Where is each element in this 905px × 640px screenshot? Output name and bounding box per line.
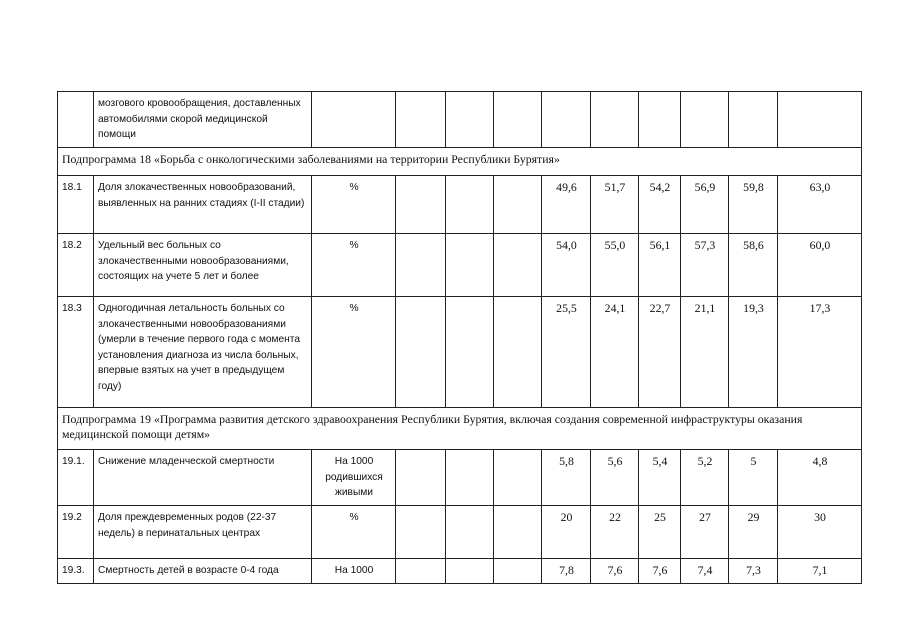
value-cell: 7,3: [729, 559, 778, 584]
value-cell: [729, 92, 778, 148]
value-cell: 60,0: [778, 234, 862, 297]
value-cell: 56,9: [681, 176, 729, 234]
unit-cell: %: [312, 176, 396, 234]
indicator-cell: Доля злокачественных новообразований, выявленных на ранних стадиях (I-II стадии): [94, 176, 312, 234]
value-cell: 25: [639, 506, 681, 559]
table-row: [58, 234, 862, 297]
value-cell: 7,6: [639, 559, 681, 584]
value-cell: 22,7: [639, 297, 681, 408]
value-cell: 24,1: [591, 297, 639, 408]
subprogram-title: Подпрограмма 19 «Программа развития детского здравоохранения Республики Бурятия, включая создания современной инфраструктуры оказания медицинской помощи детям»: [58, 408, 862, 450]
indicator-cell: Доля преждевременных родов (22-37 недель) в перинатальных центрах: [94, 506, 312, 559]
table-row: [58, 450, 862, 506]
subprogram-row: [58, 148, 862, 176]
empty-cell: [494, 176, 542, 234]
value-cell: 17,3: [778, 297, 862, 408]
empty-cell: [396, 297, 446, 408]
table-row: [58, 506, 862, 559]
indicator-cell: мозгового кровообращения, доставленных автомобилями скорой медицинской помощи: [94, 92, 312, 148]
indicators-table: [57, 91, 862, 584]
value-cell: 7,6: [591, 559, 639, 584]
row-id-cell: 19.3.: [58, 559, 94, 584]
empty-cell: [494, 450, 542, 506]
value-cell: 19,3: [729, 297, 778, 408]
indicator-cell: Смертность детей в возрасте 0-4 года: [94, 559, 312, 584]
value-cell: 55,0: [591, 234, 639, 297]
value-cell: 5,8: [542, 450, 591, 506]
unit-cell: %: [312, 234, 396, 297]
indicator-cell: Снижение младенческой смертности: [94, 450, 312, 506]
subprogram-row: [58, 408, 862, 450]
empty-cell: [446, 176, 494, 234]
table-row: [58, 92, 862, 148]
row-id-cell: 18.3: [58, 297, 94, 408]
empty-cell: [494, 234, 542, 297]
value-cell: 51,7: [591, 176, 639, 234]
value-cell: 20: [542, 506, 591, 559]
value-cell: 30: [778, 506, 862, 559]
row-id-cell: 19.1.: [58, 450, 94, 506]
value-cell: 27: [681, 506, 729, 559]
empty-cell: [494, 506, 542, 559]
value-cell: 5,2: [681, 450, 729, 506]
value-cell: 63,0: [778, 176, 862, 234]
unit-cell: [312, 92, 396, 148]
empty-cell: [446, 559, 494, 584]
row-id-cell: 19.2: [58, 506, 94, 559]
table-row: [58, 559, 862, 584]
indicator-cell: Одногодичная летальность больных со злокачественными новообразованиями (умерли в течение первого года с момента установления диагноза из числа больных, впервые взятых на учет в предыдущем году): [94, 297, 312, 408]
value-cell: [591, 92, 639, 148]
unit-cell: На 1000: [312, 559, 396, 584]
unit-cell: На 1000 родившихся живыми: [312, 450, 396, 506]
unit-cell: %: [312, 506, 396, 559]
value-cell: 25,5: [542, 297, 591, 408]
value-cell: 7,8: [542, 559, 591, 584]
subprogram-title: Подпрограмма 18 «Борьба с онкологическими заболеваниями на территории Республики Бурятия»: [58, 148, 862, 176]
empty-cell: [494, 297, 542, 408]
empty-cell: [446, 234, 494, 297]
table-row: [58, 297, 862, 408]
value-cell: [542, 92, 591, 148]
row-id-cell: [58, 92, 94, 148]
value-cell: 49,6: [542, 176, 591, 234]
value-cell: 5: [729, 450, 778, 506]
value-cell: 7,4: [681, 559, 729, 584]
empty-cell: [494, 92, 542, 148]
unit-cell: %: [312, 297, 396, 408]
value-cell: 5,4: [639, 450, 681, 506]
value-cell: 29: [729, 506, 778, 559]
empty-cell: [396, 176, 446, 234]
value-cell: 54,0: [542, 234, 591, 297]
empty-cell: [396, 450, 446, 506]
value-cell: 57,3: [681, 234, 729, 297]
value-cell: [681, 92, 729, 148]
value-cell: 4,8: [778, 450, 862, 506]
value-cell: 7,1: [778, 559, 862, 584]
table-row: [58, 176, 862, 234]
value-cell: 21,1: [681, 297, 729, 408]
indicator-cell: Удельный вес больных со злокачественными новообразованиями, состоящих на учете 5 лет и более: [94, 234, 312, 297]
empty-cell: [396, 234, 446, 297]
empty-cell: [396, 506, 446, 559]
empty-cell: [446, 506, 494, 559]
empty-cell: [446, 92, 494, 148]
value-cell: 56,1: [639, 234, 681, 297]
value-cell: [778, 92, 862, 148]
value-cell: 58,6: [729, 234, 778, 297]
value-cell: 5,6: [591, 450, 639, 506]
value-cell: 22: [591, 506, 639, 559]
empty-cell: [494, 559, 542, 584]
empty-cell: [446, 297, 494, 408]
row-id-cell: 18.2: [58, 234, 94, 297]
value-cell: 54,2: [639, 176, 681, 234]
empty-cell: [396, 559, 446, 584]
value-cell: 59,8: [729, 176, 778, 234]
empty-cell: [396, 92, 446, 148]
empty-cell: [446, 450, 494, 506]
value-cell: [639, 92, 681, 148]
row-id-cell: 18.1: [58, 176, 94, 234]
